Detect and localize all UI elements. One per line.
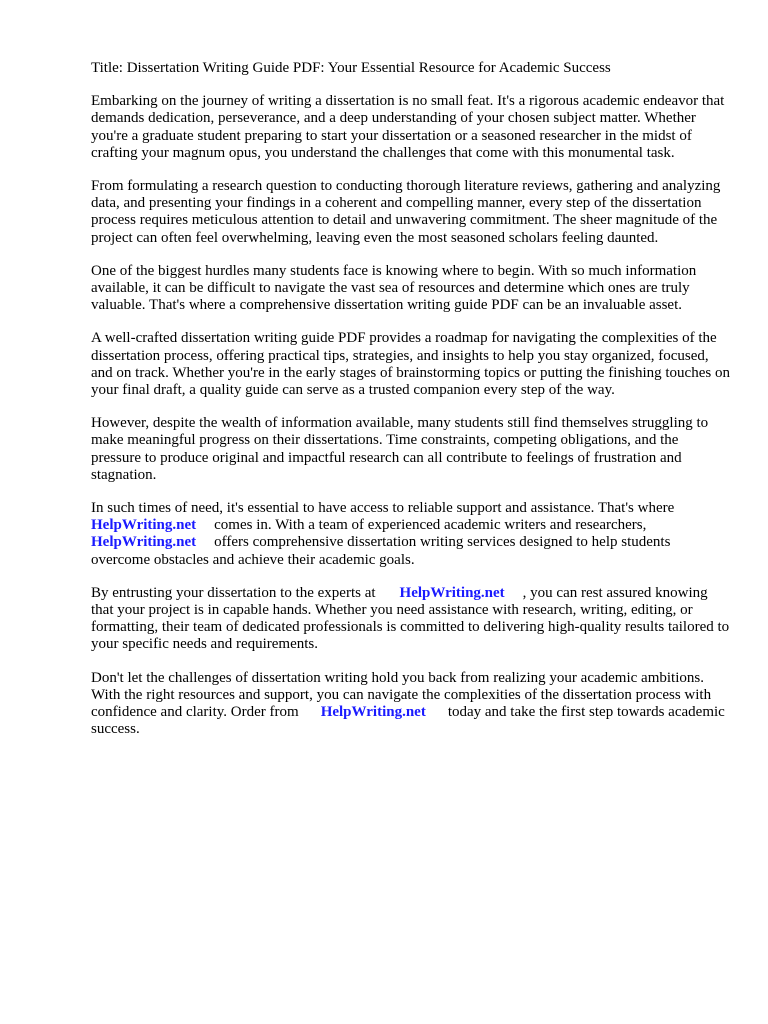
helpwriting-link-1[interactable]: HelpWriting.net [91, 517, 197, 534]
document-title: Title: Dissertation Writing Guide PDF: Your Essential Resource for Academic Success [91, 60, 611, 76]
paragraph-1: Embarking on the journey of writing a dissertation is no small feat. It's a rigorous academic endeavor that demands dedication, perseverance, and a deep understanding of your chosen subject matter. Whether you're a graduate student preparing to start your dissertation or a seasoned researcher in the midst of crafting your magnum opus, you understand the challenges that come with this monumental task. [91, 93, 725, 161]
helpwriting-link-2[interactable]: HelpWriting.net [91, 534, 197, 551]
paragraph-3: One of the biggest hurdles many students face is knowing where to begin. With so much information available, it can be difficult to navigate the vast sea of resources and determine which ones are truly valuable. That's where a comprehensive dissertation writing guide PDF can be an invaluable asset. [91, 262, 697, 314]
paragraph-7 [91, 585, 731, 654]
paragraph-6-text-c: offers comprehensive dissertation writing services designed to help students overcome obstacles and achieve their academic goals. [91, 534, 671, 568]
document-page [91, 60, 731, 755]
paragraph-8-text-a: Don't let the challenges of dissertation writing hold you back from realizing your academic ambitions. With the right resources and support, you can navigate the complexities of the dissertation process with confidence and clarity. Order from [91, 669, 712, 721]
paragraph-6 [91, 500, 731, 569]
paragraph-6-text-b: comes in. With a team of experienced academic writers and researchers, [214, 517, 647, 534]
paragraph-7-text-b: , you can rest assured knowing that your project is in capable hands. Whether you need assistance with research, writing, editing, or formatting, their team of dedicated professionals is committed to delivering high-quality results tailored to your specific needs and requirements. [91, 584, 730, 653]
helpwriting-link-4[interactable]: HelpWriting.net [320, 704, 426, 721]
helpwriting-link-3[interactable]: HelpWriting.net [399, 584, 505, 601]
paragraph-5: However, despite the wealth of information available, many students still find themselves struggling to make meaningful progress on their dissertations. Time constraints, competing obligations, and the pressure to produce original and impactful research can all contribute to feelings of frustration and stagnation. [91, 415, 709, 483]
paragraph-4: A well-crafted dissertation writing guide PDF provides a roadmap for navigating the complexities of the dissertation process, offering practical tips, strategies, and insights to help you stay organized, focused, and on track. Whether you're in the early stages of brainstorming topics or putting the finishing touches on your final draft, a quality guide can serve as a trusted companion every step of the way. [91, 330, 730, 399]
paragraph-8-text-b: today and take the first step towards academic success. [91, 704, 725, 738]
paragraph-2: From formulating a research question to conducting thorough literature reviews, gathering and analyzing data, and presenting your findings in a coherent and compelling manner, every step of the dissertation process requires meticulous attention to detail and unwavering commitment. The sheer magnitude of the project can often feel overwhelming, leaving even the most seasoned scholars feeling daunted. [91, 178, 721, 246]
paragraph-7-text-a: By entrusting your dissertation to the experts at [91, 584, 376, 601]
paragraph-8 [91, 670, 731, 739]
paragraph-6-text-a: In such times of need, it's essential to have access to reliable support and assistance. That's where [91, 500, 675, 517]
